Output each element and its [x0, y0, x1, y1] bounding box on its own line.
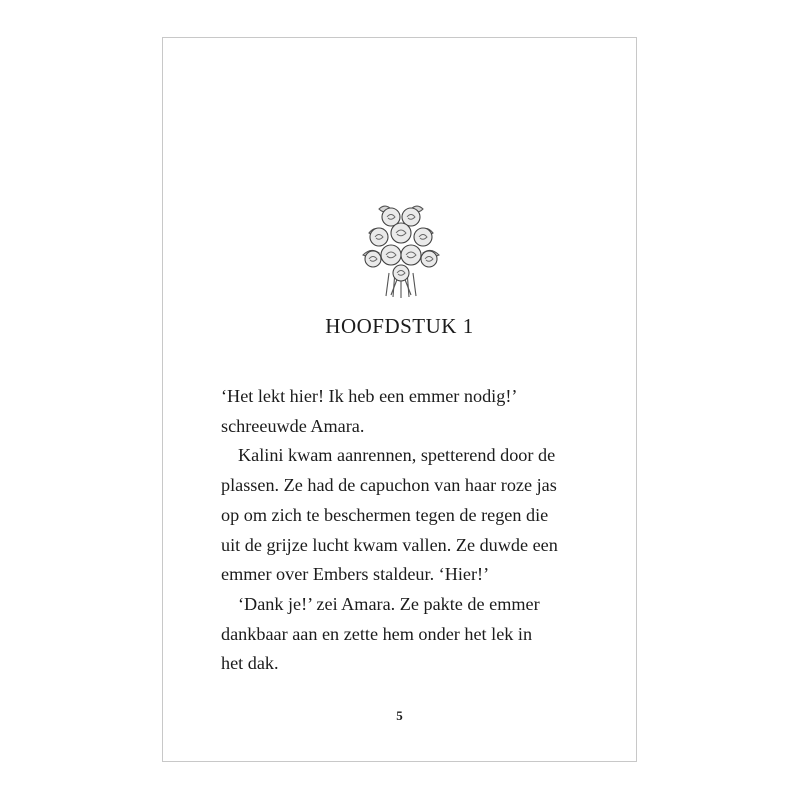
text-line: uit de grijze lucht kwam vallen. Ze duwde een — [221, 534, 558, 555]
rose-bouquet-icon — [351, 203, 451, 298]
text-line: het dak. — [221, 653, 279, 674]
text-line: op om zich te beschermen tegen de regen die — [221, 504, 549, 525]
text-line: ‘Het lekt hier! Ik heb een emmer nodig!’ — [221, 386, 518, 406]
chapter-title: HOOFDSTUK 1 — [325, 314, 474, 338]
text-line: plassen. Ze had de capuchon van haar roze jas — [221, 475, 557, 496]
text-line: emmer over Embers staldeur. ‘Hier!’ — [221, 564, 490, 585]
text-line: Kalini kwam aanrennen, spetterend door de — [238, 445, 556, 466]
book-page — [162, 37, 637, 762]
text-line: dankbaar aan en zette hem onder het lek in — [221, 623, 533, 644]
text-line: schreeuwde Amara. — [221, 415, 365, 436]
body-text — [221, 382, 601, 679]
page-number: 5 — [396, 708, 403, 723]
text-line: ‘Dank je!’ zei Amara. Ze pakte de emmer — [238, 593, 540, 614]
